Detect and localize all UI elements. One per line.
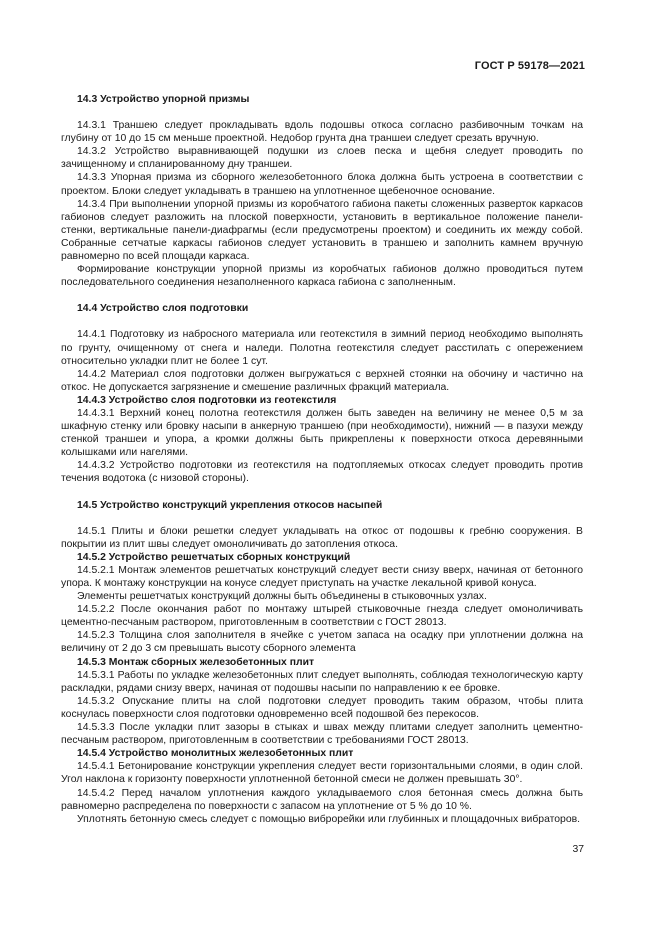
paragraph-14-5-2-1: 14.5.2.1 Монтаж элементов решетчатых конструкций следует вести снизу вверх, начиная от бетонного упора. К монтажу конструкции на конусе следует приступать на участке лекальной кривой конуса. — [61, 564, 583, 589]
paragraph-14-5-2-2: 14.5.2.2 После окончания работ по монтажу штырей стыковочные гнезда следует омоноличивать цементно-песчаным раствором, приготовленным в соответствии с ГОСТ 28013. — [61, 604, 583, 629]
paragraph-14-3-4: 14.3.4 При выполнении упорной призмы из коробчатого габиона пакеты сложенных разверток каркасов габионов следует разложить на плоской поверхности, установить в вертикальное положение панели-стенки, вертикальные панели-диафрагмы (если предусмотрены проектом) и соединить их между собой. Собранные сетчатые каркасы габионов следует установить в траншею и заполнить камнем вручную равномерно по всей площади каркаса. — [61, 198, 583, 263]
subsection-title-14-4-3: 14.4.3 Устройство слоя подготовки из геотекстиля — [77, 394, 337, 406]
paragraph-14-5-3-2: 14.5.3.2 Опускание плиты на слой подготовки следует проводить таким образом, чтобы плита коснулась поверхности слоя подготовки одновременно всей подошвой без перекосов. — [61, 695, 583, 720]
paragraph-14-5-4-1: 14.5.4.1 Бетонирование конструкции укрепления следует вести горизонтальными слоями, в один слой. Угол наклона к горизонту поверхности уплотненной бетонной смеси не должен превышать 30°. — [61, 761, 583, 786]
paragraph-14-5-3-1: 14.5.3.1 Работы по укладке железобетонных плит следует выполнять, соблюдая технологическую карту раскладки, рядами снизу вверх, начиная от подошвы насыпи по направлению к ее бровке. — [61, 669, 583, 694]
paragraph-14-5-2-3: 14.5.2.3 Толщина слоя заполнителя в ячейке с учетом запаса на осадку при уплотнении должна на величину от 2 до 3 см превышать высоту сборного элемента — [61, 630, 583, 655]
paragraph-14-4-3-1: 14.4.3.1 Верхний конец полотна геотекстиля должен быть заведен на величину не менее 0,5 м за шкафную стенку или бровку насыпи в анкерную траншею (при необходимости), нижний — в пазухи между стенкой траншеи и упора, а кромки должны быть прикреплены к поверхности откоса деревянными колышками или нагелями. — [61, 407, 583, 459]
subsection-title-14-5-4: 14.5.4 Устройство монолитных железобетонных плит — [77, 748, 354, 760]
subsection-title-14-5-2: 14.5.2 Устройство решетчатых сборных конструкций — [77, 551, 351, 563]
paragraph-14-4-1: 14.4.1 Подготовку из набросного материала или геотекстиля в зимний период необходимо выполнять по грунту, очищенному от снега и наледи. Полотна геотекстиля следует расстилать с опережением относительно укладки плит не более 1 сут. — [61, 329, 583, 367]
paragraph-14-4-2: 14.4.2 Материал слоя подготовки должен выгружаться с верхней стоянки на обочину и частично на откос. Не допускается загрязнение и смешение различных фракций материала. — [61, 368, 583, 393]
paragraph-14-3-formation: Формирование конструкции упорной призмы из коробчатых габионов должно проводиться путем последовательного соединения незаполненного каркаса габиона с заполненным. — [61, 264, 583, 289]
standard-header: ГОСТ Р 59178—2021 — [474, 60, 585, 72]
section-title-14-3: 14.3 Устройство упорной призмы — [77, 94, 250, 105]
paragraph-14-5-1: 14.5.1 Плиты и блоки решетки следует укладывать на откос от подошвы к гребню сооружения. В покрытии из плит швы следует омоноличивать до затопления откоса. — [61, 525, 583, 550]
paragraph-14-3-3: 14.3.3 Упорная призма из сборного железобетонного блока должна быть устроена в соответствии с проектом. Блоки следует укладывать в траншею на уплотненное щебеночное основание. — [61, 172, 583, 197]
paragraph-14-5-3-3: 14.5.3.3 После укладки плит зазоры в стыках и швах между плитами следует заполнить цементно-песчаным раствором, приготовленным в соответствии с требованиями ГОСТ 28013. — [61, 722, 583, 747]
paragraph-14-5-4-compaction: Уплотнять бетонную смесь следует с помощью виброрейки или глубинных и площадочных вибраторов. — [77, 813, 581, 825]
section-title-14-5: 14.5 Устройство конструкций укрепления откосов насыпей — [77, 499, 383, 511]
paragraph-14-5-4-2: 14.5.4.2 Перед началом уплотнения каждого укладываемого слоя бетонная смесь должна быть равномерно распределена по поверхности с запасом на уплотнение от 5 % до 10 %. — [61, 787, 583, 812]
paragraph-14-5-2-elements: Элементы решетчатых конструкций должны быть объединены в стыковочных узлах. — [77, 591, 487, 603]
page-content — [61, 93, 583, 826]
subsection-title-14-5-3: 14.5.3 Монтаж сборных железобетонных плит — [77, 656, 315, 668]
section-title-14-4: 14.4 Устройство слоя подготовки — [77, 303, 249, 315]
paragraph-14-3-2: 14.3.2 Устройство выравнивающей подушки из слоев песка и щебня следует проводить по зачищенному и спланированному дну траншеи. — [61, 146, 583, 171]
paragraph-14-3-1: 14.3.1 Траншею следует прокладывать вдоль подошвы откоса согласно разбивочным точкам на глубину от 10 до 15 см меньше проектной. Недобор грунта дна траншеи следует срезать вручную. — [61, 120, 583, 145]
page-number: 37 — [572, 844, 584, 855]
paragraph-14-4-3-2: 14.4.3.2 Устройство подготовки из геотекстиля на подтопляемых откосах следует проводить против течения водотока (с низовой стороны). — [61, 460, 583, 485]
